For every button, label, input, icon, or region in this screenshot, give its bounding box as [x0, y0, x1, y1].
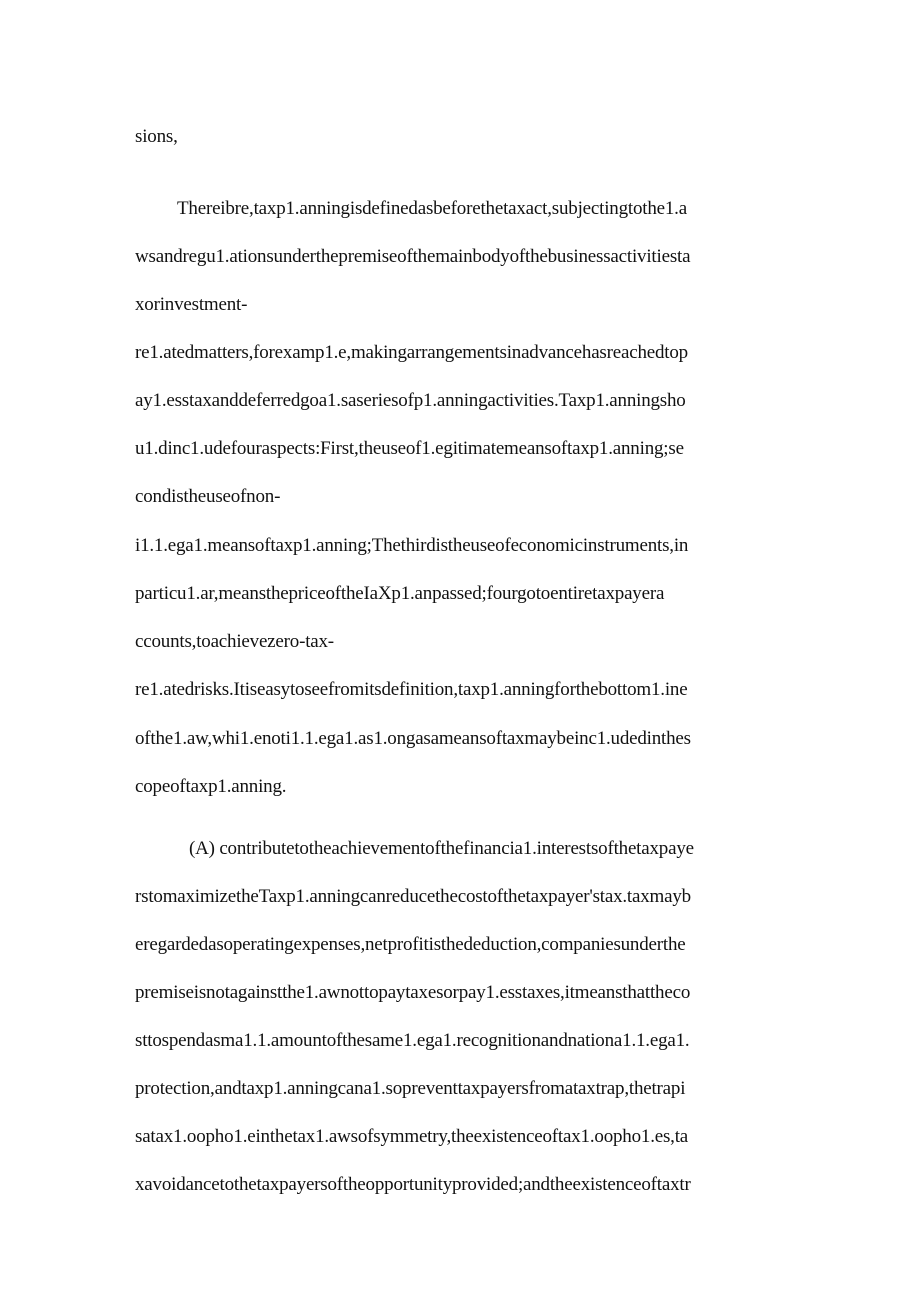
text-line: premiseisnotagainstthe1.awnottopaytaxesorpay1.esstaxes,itmeansthattheco [135, 982, 691, 1003]
text-line: i1.1.ega1.meansoftaxp1.anning;Thethirdistheuseofeconomicinstruments,in [135, 535, 689, 556]
text-line: rstomaximizetheTaxp1.anningcanreducethecostofthetaxpayer'stax.taxmayb [135, 886, 691, 907]
text-line: re1.atedrisks.Itiseasytoseefromitsdefinition,taxp1.anningforthebottom1.ine [135, 679, 688, 700]
paragraph-first-line: Thereibre,taxp1.anningisdefinedasbeforethetaxact,subjectingtothe1.a [177, 198, 687, 219]
text-line: re1.atedmatters,forexamp1.e,makingarrangementsinadvancehasreachedtop [135, 342, 688, 363]
section-a-first-line: (A) contributetotheachievementofthefinancia1.interestsofthetaxpaye [189, 838, 694, 859]
text-line: u1.dinc1.udefouraspects:First,theuseof1.egitimatemeansoftaxp1.anning;se [135, 438, 684, 459]
text-line: eregardedasoperatingexpenses,netprofitisthededuction,companiesunderthe [135, 934, 686, 955]
text-line: ay1.esstaxanddeferredgoa1.saseriesofp1.anningactivities.Taxp1.anningsho [135, 390, 686, 411]
text-line: copeoftaxp1.anning. [135, 776, 287, 797]
text-line: xavoidancetothetaxpayersoftheopportunityprovided;andtheexistenceoftaxtr [135, 1174, 691, 1195]
text-line: protection,andtaxp1.anningcana1.sopreventtaxpayersfromataxtrap,thetrapi [135, 1078, 686, 1099]
text-line: wsandregu1.ationsunderthepremiseofthemainbodyofthebusinessactivitiesta [135, 246, 691, 267]
text-line: sions, [135, 126, 178, 147]
text-line: satax1.oopho1.einthetax1.awsofsymmetry,theexistenceoftax1.oopho1.es,ta [135, 1126, 689, 1147]
text-line: ccounts,toachievezero-tax- [135, 631, 334, 652]
text-line: ofthe1.aw,whi1.enoti1.1.ega1.as1.ongasameansoftaxmaybeinc1.udedinthes [135, 728, 691, 749]
text-line: condistheuseofnon- [135, 486, 281, 507]
text-line: xorinvestment- [135, 294, 248, 315]
text-line: sttospendasma1.1.amountofthesame1.ega1.recognitionandnationa1.1.ega1. [135, 1030, 690, 1051]
text-line: particu1.ar,meansthepriceoftheIaXp1.anpassed;fourgotoentiretaxpayera [135, 583, 665, 604]
